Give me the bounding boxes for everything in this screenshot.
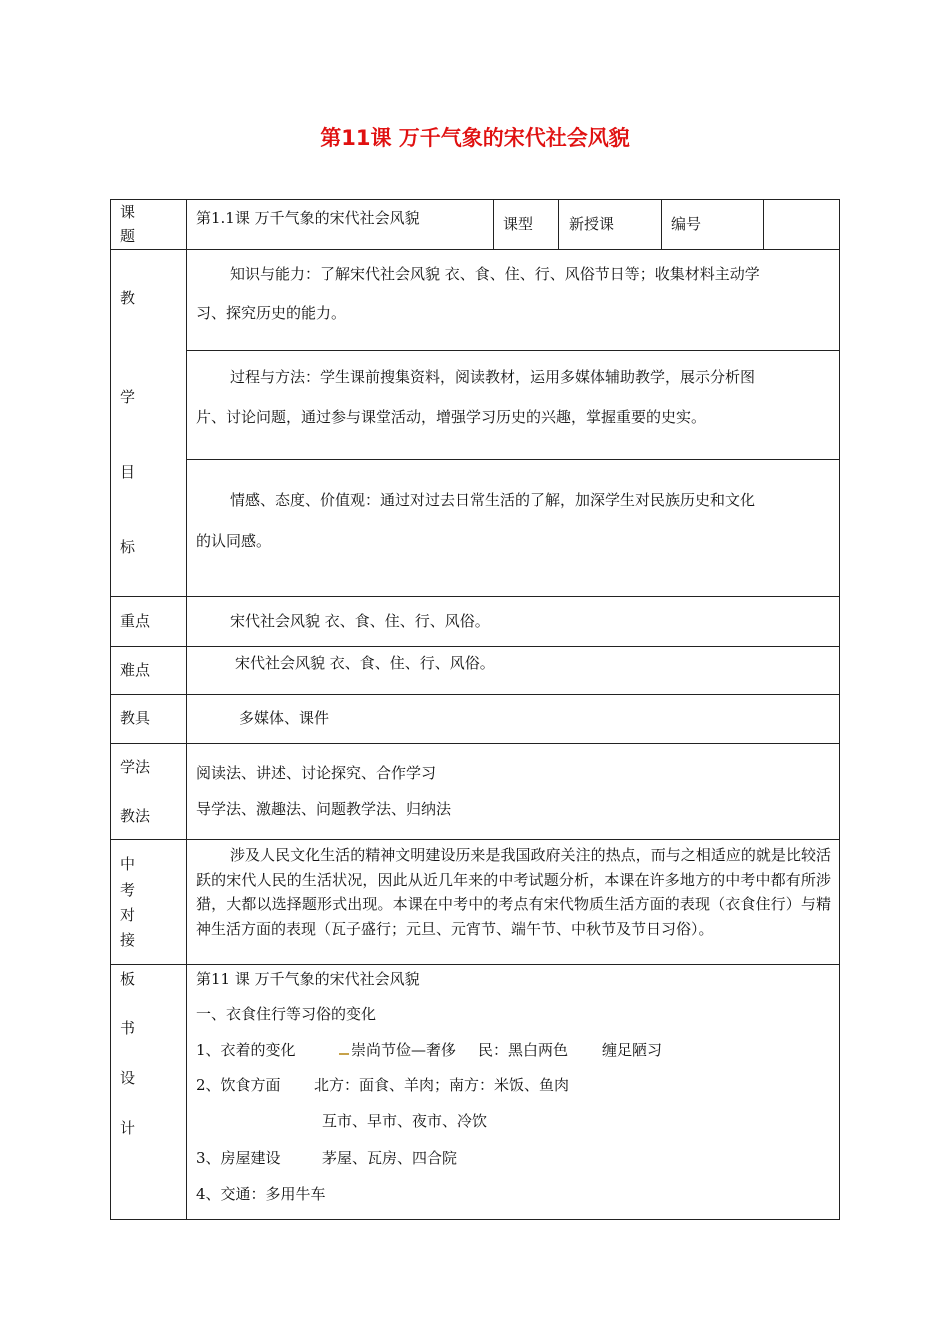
objectives-label-char: 目 bbox=[120, 463, 136, 481]
course-number-label: 编号 bbox=[671, 215, 702, 233]
process-objective-line-1: 过程与方法：学生课前搜集资料，阅读教材，运用多媒体辅助教学，展示分析图 bbox=[230, 368, 756, 386]
learning-method-value: 阅读法、讲述、讨论探究、合作学习 bbox=[196, 764, 437, 782]
board-item-clothing: 1、衣着的变化 bbox=[196, 1041, 296, 1059]
header-cell-divider bbox=[558, 199, 559, 249]
row-label-topic-1: 课 bbox=[120, 203, 136, 221]
table-border-top bbox=[110, 199, 840, 200]
key-point-label: 重点 bbox=[120, 612, 151, 630]
difficulty-value: 宋代社会风貌 衣、食、住、行、风俗。 bbox=[235, 654, 495, 672]
row-label-topic-2: 题 bbox=[120, 227, 136, 245]
course-type-value: 新授课 bbox=[569, 215, 615, 233]
header-cell-divider bbox=[493, 199, 494, 249]
board-item-food-regions: 北方：面食、羊肉；南方：米饭、鱼肉 bbox=[314, 1076, 570, 1094]
label-column-divider bbox=[186, 199, 187, 1219]
page-title: 第11课 万千气象的宋代社会风貌 bbox=[320, 126, 630, 150]
difficulty-label: 难点 bbox=[120, 661, 151, 679]
tools-value: 多媒体、课件 bbox=[239, 709, 330, 727]
board-label-char: 计 bbox=[120, 1119, 136, 1137]
learning-method-label: 学法 bbox=[120, 758, 151, 776]
course-type-label: 课型 bbox=[503, 215, 534, 233]
board-item-food-markets: 互市、早市、夜市、冷饮 bbox=[322, 1112, 488, 1130]
exam-label-char: 中 bbox=[120, 855, 136, 873]
row-divider bbox=[110, 596, 840, 597]
row-divider bbox=[110, 964, 840, 965]
row-divider bbox=[110, 249, 840, 250]
tools-label: 教具 bbox=[120, 709, 151, 727]
table-border-right bbox=[839, 199, 840, 1219]
header-cell-divider bbox=[661, 199, 662, 249]
row-divider bbox=[110, 839, 840, 840]
clothing-trend-text: 崇尚节俭—奢侈 bbox=[351, 1041, 457, 1059]
board-label-char: 设 bbox=[120, 1069, 136, 1087]
row-divider bbox=[110, 743, 840, 744]
board-heading: 第11 课 万千气象的宋代社会风貌 bbox=[196, 970, 420, 988]
row-divider bbox=[110, 694, 840, 695]
board-label-char: 书 bbox=[120, 1019, 136, 1037]
teaching-method-label: 教法 bbox=[120, 807, 151, 825]
objectives-label-char: 学 bbox=[120, 388, 136, 406]
board-section-title: 一、衣食住行等习俗的变化 bbox=[196, 1005, 377, 1023]
table-border-bottom bbox=[110, 1219, 840, 1220]
exam-label-char: 对 bbox=[120, 906, 136, 924]
text-cursor-mark bbox=[339, 1053, 349, 1055]
board-item-food: 2、饮食方面 bbox=[196, 1076, 281, 1094]
board-item-clothing-footbinding: 缠足陋习 bbox=[602, 1041, 663, 1059]
knowledge-objective-line-1: 知识与能力：了解宋代社会风貌 衣、食、住、行、风俗节日等；收集材料主动学 bbox=[230, 265, 760, 283]
key-point-value: 宋代社会风貌 衣、食、住、行、风俗。 bbox=[230, 612, 490, 630]
table-border-left bbox=[110, 199, 111, 1219]
row-divider bbox=[186, 350, 840, 351]
teaching-method-value: 导学法、激趣法、问题教学法、归纳法 bbox=[196, 800, 452, 818]
board-item-clothing-trend bbox=[339, 1043, 456, 1058]
board-item-housing: 3、房屋建设 bbox=[196, 1149, 281, 1167]
exam-label-char: 接 bbox=[120, 931, 136, 949]
board-item-transport: 4、交通：多用牛车 bbox=[196, 1185, 326, 1203]
header-cell-divider bbox=[763, 199, 764, 249]
objectives-label-char: 标 bbox=[120, 538, 136, 556]
exam-label-char: 考 bbox=[120, 881, 136, 899]
row-divider bbox=[186, 459, 840, 460]
knowledge-objective-line-2: 习、探究历史的能力。 bbox=[196, 304, 347, 322]
emotion-objective-line-2: 的认同感。 bbox=[196, 532, 272, 550]
board-label-char: 板 bbox=[120, 970, 136, 988]
objectives-label-char: 教 bbox=[120, 289, 136, 307]
board-item-housing-types: 茅屋、瓦房、四合院 bbox=[322, 1149, 458, 1167]
row-divider bbox=[110, 646, 840, 647]
exam-analysis-text: 涉及人民文化生活的精神文明建设历来是我国政府关注的热点，而与之相适应的就是比较活跃的宋代人民的生活状况，因此从近几年来的中考试题分析，本课在许多地方的中考中都有所涉猎，大都以选择题形式出现。本课在中考中的考点有宋代物质生活方面的表现（衣食住行）与精神生活方面的表现（瓦子盛行；元旦、元宵节、端午节、中秋节及节日习俗）。 bbox=[196, 846, 831, 938]
course-title-value: 第1.1课 万千气象的宋代社会风貌 bbox=[196, 209, 420, 227]
process-objective-line-2: 片、讨论问题，通过参与课堂活动，增强学习历史的兴趣，掌握重要的史实。 bbox=[196, 408, 707, 426]
board-item-clothing-colors: 民：黑白两色 bbox=[478, 1041, 569, 1059]
emotion-objective-line-1: 情感、态度、价值观：通过对过去日常生活的了解，加深学生对民族历史和文化 bbox=[230, 491, 756, 509]
